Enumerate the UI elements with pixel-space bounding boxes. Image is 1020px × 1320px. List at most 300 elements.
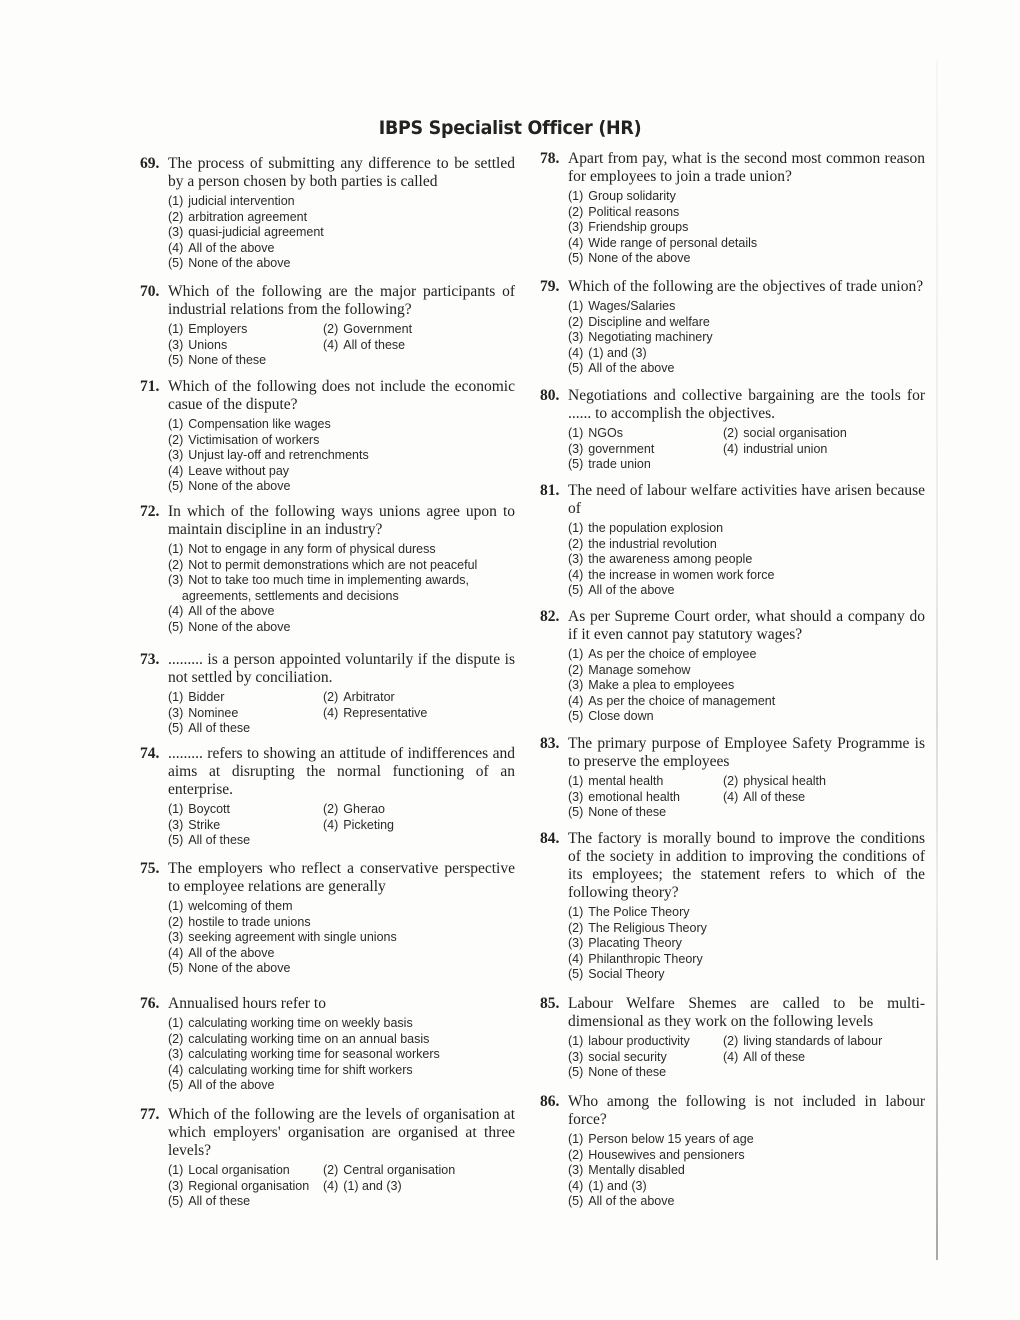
option-item (568, 663, 925, 679)
option-number: (4) (168, 1062, 184, 1077)
option-text: Employers (188, 322, 248, 336)
option-text: All of the above (588, 583, 675, 597)
option-item (323, 706, 515, 722)
option-text: Leave without pay (188, 463, 290, 478)
option-text: Placating Theory (588, 936, 682, 950)
question-text: ......... is a person appointed voluntarily if the dispute is not settled by conciliation. (168, 651, 515, 686)
option-number: (5) (568, 1065, 584, 1079)
option-number: (3) (168, 448, 184, 462)
option-number: (5) (168, 256, 184, 270)
option-text: labour productivity (588, 1034, 690, 1048)
option-number: (4) (723, 441, 739, 456)
option-item (168, 322, 323, 338)
option-item (168, 1063, 515, 1079)
option-item (168, 620, 515, 636)
option-text: The Religious Theory (588, 920, 707, 935)
option-number: (2) (168, 1031, 184, 1046)
option-number: (2) (568, 536, 584, 551)
option-number: (2) (568, 314, 584, 329)
question-header (140, 283, 515, 319)
question-text: In which of the following ways unions agree upon to maintain discipline in an industry? (168, 503, 515, 538)
question-81 (540, 482, 925, 599)
option-text: Housewives and pensioners (588, 1147, 745, 1162)
option-number: (2) (323, 322, 339, 336)
option-item (568, 189, 925, 205)
question-header (140, 1106, 515, 1160)
option-item (568, 709, 925, 725)
option-number: (4) (568, 235, 584, 250)
option-number: (5) (568, 583, 584, 597)
option-text: All of these (188, 1194, 251, 1208)
question-75 (140, 860, 515, 977)
option-number: (5) (168, 619, 184, 634)
question-number: 82. (540, 608, 560, 625)
option-text: None of these (588, 1065, 667, 1079)
option-list (568, 521, 925, 599)
option-number: (4) (568, 951, 584, 966)
option-item (168, 818, 323, 834)
option-text: As per the choice of employee (588, 647, 757, 661)
option-number: (2) (323, 690, 339, 704)
option-number: (1) (568, 1132, 584, 1146)
option-number: (3) (168, 817, 184, 832)
option-number: (2) (323, 802, 339, 816)
option-item (168, 225, 515, 241)
question-number: 74. (140, 745, 160, 762)
option-number: (3) (168, 337, 184, 352)
option-number: (5) (168, 961, 184, 975)
option-item (168, 721, 323, 737)
question-header (540, 482, 925, 518)
option-text: Unjust lay-off and retrenchments (188, 448, 369, 462)
option-list (168, 417, 515, 495)
option-number: (1) (568, 189, 584, 203)
question-text: Which of the following are the major participants of industrial relations from the following? (168, 283, 515, 318)
option-text: Not to permit demonstrations which are not peaceful (188, 557, 478, 572)
option-text: Philanthropic Theory (588, 951, 703, 966)
option-text: judicial intervention (188, 194, 295, 208)
option-text: hostile to trade unions (188, 914, 311, 929)
option-number: (4) (568, 693, 584, 708)
option-item (323, 1179, 515, 1195)
option-list (568, 1132, 925, 1210)
option-text: None of the above (188, 619, 291, 634)
option-item (168, 1032, 515, 1048)
option-item (568, 790, 723, 806)
option-item (568, 1034, 723, 1050)
option-item (568, 330, 925, 346)
question-text: Labour Welfare Shemes are called to be multi-dimensional as they work on the following levels (568, 995, 925, 1030)
option-item (168, 706, 323, 722)
option-text: Not to engage in any form of physical duress (188, 542, 436, 556)
option-text: The Police Theory (588, 905, 690, 919)
option-item (568, 1194, 925, 1210)
option-number: (4) (568, 1178, 584, 1193)
question-text: Negotiations and collective bargaining are the tools for ...... to accomplish the objectives. (568, 387, 925, 422)
page-title: IBPS Specialist Officer (HR) (378, 116, 642, 139)
option-item (168, 604, 515, 620)
option-text: living standards of labour (743, 1034, 883, 1048)
option-number: (4) (568, 345, 584, 360)
option-text: Discipline and welfare (588, 314, 710, 329)
option-list (568, 189, 925, 267)
option-item (568, 346, 925, 362)
question-header (140, 995, 515, 1013)
option-text: Social Theory (588, 967, 665, 981)
question-text: The factory is morally bound to improve the conditions of the society in addition to improving the conditions of its employees; the statement refers to which of the following theory? (568, 830, 925, 901)
option-item (168, 1179, 323, 1195)
option-text: Negotiating machinery (588, 330, 713, 344)
question-70 (140, 283, 515, 369)
question-text: Apart from pay, what is the second most common reason for employees to join a trade union? (568, 150, 925, 185)
option-item (168, 210, 515, 226)
option-number: (3) (568, 441, 584, 456)
question-header (140, 503, 515, 539)
option-item (568, 774, 723, 790)
option-text: Bidder (188, 690, 225, 704)
option-number: (3) (168, 225, 184, 239)
option-number: (4) (323, 1178, 339, 1193)
option-list (168, 802, 515, 849)
option-item (168, 1078, 515, 1094)
option-item (568, 967, 925, 983)
option-number: (2) (168, 557, 184, 572)
option-item (323, 338, 515, 354)
option-text: All of the above (188, 240, 275, 255)
option-text: Nominee (188, 705, 239, 720)
question-83 (540, 735, 925, 821)
option-text: (1) and (3) (588, 345, 647, 360)
option-text: Manage somehow (588, 662, 691, 677)
option-number: (5) (168, 721, 184, 735)
option-number: (1) (168, 1016, 184, 1030)
question-text: ......... refers to showing an attitude of indifferences and aims at disrupting the normal functioning of an enterprise. (168, 745, 515, 798)
option-list (568, 426, 925, 473)
question-number: 77. (140, 1106, 160, 1123)
option-number: (1) (568, 299, 584, 313)
option-text: (1) and (3) (588, 1178, 647, 1193)
question-text: The primary purpose of Employee Safety Programme is to preserve the employees (568, 735, 925, 770)
option-number: (3) (568, 789, 584, 804)
question-number: 69. (140, 155, 160, 172)
option-text: Friendship groups (588, 220, 689, 234)
option-number: (5) (168, 833, 184, 847)
option-number: (2) (168, 209, 184, 224)
option-item (568, 251, 925, 267)
option-item (568, 678, 925, 694)
option-item (568, 521, 925, 537)
option-item (568, 537, 925, 553)
option-text: All of these (743, 1049, 806, 1064)
question-73 (140, 651, 515, 737)
option-text: social organisation (743, 426, 847, 440)
option-item (168, 1194, 323, 1210)
question-78 (540, 150, 925, 267)
option-text: calculating working time on weekly basis (188, 1016, 413, 1030)
option-item (168, 542, 515, 558)
option-text: the increase in women work force (588, 567, 775, 582)
option-number: (2) (723, 1034, 739, 1048)
option-text: Central organisation (343, 1163, 456, 1177)
option-item (568, 805, 723, 821)
option-text: Political reasons (588, 204, 680, 219)
option-text: All of the above (188, 604, 275, 618)
option-number: (1) (168, 802, 184, 816)
option-text: Group solidarity (588, 189, 676, 203)
option-number: (1) (568, 521, 584, 535)
option-item (568, 552, 925, 568)
option-item (568, 1163, 925, 1179)
option-text: the awareness among people (588, 552, 753, 566)
option-text: quasi-judicial agreement (188, 225, 324, 239)
option-number: (1) (168, 194, 184, 208)
question-text: Who among the following is not included in labour force? (568, 1093, 925, 1128)
question-72 (140, 503, 515, 635)
option-text: All of the above (188, 1078, 275, 1092)
question-header (540, 150, 925, 186)
option-text: Person below 15 years of age (588, 1132, 754, 1146)
option-item (168, 802, 323, 818)
option-text: arbitration agreement (188, 209, 308, 224)
option-item (168, 448, 515, 464)
option-text: As per the choice of management (588, 693, 776, 708)
option-number: (3) (568, 678, 584, 692)
question-text: The employers who reflect a conservative perspective to employee relations are generally (168, 860, 515, 895)
option-item (568, 205, 925, 221)
option-item (568, 694, 925, 710)
option-number: (1) (568, 647, 584, 661)
option-text: mental health (588, 774, 664, 788)
question-header (540, 608, 925, 644)
option-number: (1) (168, 1163, 184, 1177)
option-text: Close down (588, 709, 654, 723)
question-74 (140, 745, 515, 849)
question-header (540, 735, 925, 771)
option-list (568, 774, 925, 821)
question-number: 75. (140, 860, 160, 877)
option-item (168, 241, 515, 257)
question-76 (140, 995, 515, 1094)
option-item (168, 899, 515, 915)
option-number: (5) (568, 251, 584, 265)
option-item (168, 1163, 323, 1179)
option-text: None of the above (188, 961, 291, 975)
question-text: Annualised hours refer to (168, 995, 326, 1012)
option-list (568, 647, 925, 725)
option-number: (4) (168, 945, 184, 960)
option-item (723, 774, 925, 790)
option-text: None of the above (188, 479, 291, 493)
question-77 (140, 1106, 515, 1210)
option-item (568, 315, 925, 331)
option-text: Regional organisation (188, 1178, 310, 1193)
option-number: (4) (168, 463, 184, 478)
question-82 (540, 608, 925, 725)
option-item (723, 442, 925, 458)
option-list (168, 194, 515, 272)
option-number: (2) (568, 204, 584, 219)
option-item (168, 194, 515, 210)
question-number: 72. (140, 503, 160, 520)
option-item (168, 961, 515, 977)
option-item (568, 568, 925, 584)
option-item (168, 930, 515, 946)
option-text: the population explosion (588, 521, 724, 535)
option-text: All of the above (588, 1194, 675, 1208)
option-text: Arbitrator (343, 690, 395, 704)
question-header (540, 387, 925, 423)
question-number: 78. (540, 150, 560, 167)
option-item (168, 479, 515, 495)
question-85 (540, 995, 925, 1081)
option-number: (4) (723, 789, 739, 804)
option-number: (4) (168, 604, 184, 618)
option-item (168, 256, 515, 272)
question-header (140, 155, 515, 191)
option-item (568, 1132, 925, 1148)
option-text: calculating working time for seasonal workers (188, 1047, 440, 1061)
option-text: Local organisation (188, 1163, 290, 1177)
option-number: (3) (168, 1047, 184, 1061)
scan-edge-shadow (936, 60, 938, 1260)
option-item (568, 220, 925, 236)
option-text: Representative (343, 705, 428, 720)
option-text: Victimisation of workers (188, 432, 320, 447)
option-text: All of these (188, 721, 251, 735)
option-item (168, 1047, 515, 1063)
question-80 (540, 387, 925, 473)
option-text: All of the above (188, 945, 275, 960)
option-item (168, 433, 515, 449)
question-number: 83. (540, 735, 560, 752)
option-text: Picketing (343, 817, 395, 832)
option-item (568, 905, 925, 921)
option-number: (2) (723, 426, 739, 440)
question-header (140, 651, 515, 687)
question-header (140, 860, 515, 896)
option-item (323, 322, 515, 338)
option-number: (2) (568, 1147, 584, 1162)
question-header (540, 278, 925, 296)
option-item (568, 936, 925, 952)
option-list (568, 1034, 925, 1081)
option-number: (3) (568, 552, 584, 566)
question-number: 85. (540, 995, 560, 1012)
option-number: (4) (323, 337, 339, 352)
option-number: (4) (723, 1049, 739, 1064)
option-text: NGOs (588, 426, 624, 440)
option-number: (2) (168, 432, 184, 447)
option-text: the industrial revolution (588, 536, 717, 551)
option-text: industrial union (743, 441, 828, 456)
option-item (723, 790, 925, 806)
question-header (140, 745, 515, 799)
option-text: All of these (188, 833, 251, 847)
option-number: (3) (168, 1178, 184, 1193)
option-list (168, 322, 515, 369)
option-item (568, 426, 723, 442)
option-item (568, 1050, 723, 1066)
option-text: calculating working time on an annual basis (188, 1031, 430, 1046)
option-text: Not to take too much time in implementing awards, agreements, settlements and decisions (181, 573, 469, 603)
option-number: (1) (168, 899, 184, 913)
option-number: (2) (168, 914, 184, 929)
option-item (568, 1065, 723, 1081)
option-item (568, 361, 925, 377)
option-number: (2) (568, 662, 584, 677)
question-number: 79. (540, 278, 560, 295)
question-69 (140, 155, 515, 272)
question-number: 73. (140, 651, 160, 668)
option-text: Compensation like wages (188, 417, 331, 431)
question-text: Which of the following does not include the economic casue of the dispute? (168, 378, 515, 413)
option-text: physical health (743, 774, 826, 788)
option-item (168, 417, 515, 433)
option-number: (3) (568, 1049, 584, 1064)
question-number: 81. (540, 482, 560, 499)
option-number: (3) (168, 705, 184, 720)
option-item (168, 833, 323, 849)
option-text: calculating working time for shift workers (188, 1062, 413, 1077)
option-number: (3) (168, 573, 184, 587)
question-text: The process of submitting any difference to be settled by a person chosen by both parties is called (168, 155, 515, 190)
question-text: Which of the following are the levels of organisation at which employers' organisation are organised at three levels? (168, 1106, 515, 1159)
option-item (568, 1148, 925, 1164)
option-list (168, 1163, 515, 1210)
question-text: As per Supreme Court order, what should a company do if it even cannot pay statutory wages? (568, 608, 925, 643)
question-number: 86. (540, 1093, 560, 1110)
option-number: (3) (568, 936, 584, 950)
question-text: The need of labour welfare activities have arisen because of (568, 482, 925, 517)
option-list (568, 905, 925, 983)
option-text: emotional health (588, 789, 681, 804)
option-item (168, 558, 515, 574)
question-number: 76. (140, 995, 160, 1012)
question-header (140, 378, 515, 414)
question-84 (540, 830, 925, 983)
option-number: (1) (568, 1034, 584, 1048)
option-text: All of these (743, 789, 806, 804)
option-number: (5) (168, 353, 184, 367)
option-item (323, 690, 515, 706)
option-item (723, 426, 925, 442)
option-number: (5) (568, 457, 584, 471)
option-number: (5) (568, 805, 584, 819)
option-number: (5) (568, 709, 584, 723)
question-79 (540, 278, 925, 377)
option-text: Gherao (343, 802, 385, 816)
option-number: (3) (168, 930, 184, 944)
option-number: (5) (168, 1078, 184, 1092)
option-text: None of these (588, 805, 667, 819)
option-list (168, 690, 515, 737)
option-text: seeking agreement with single unions (188, 930, 397, 944)
option-text: welcoming of them (188, 899, 293, 913)
option-number: (3) (568, 1163, 584, 1177)
question-number: 84. (540, 830, 560, 847)
option-item (323, 1163, 515, 1179)
option-number: (2) (568, 920, 584, 935)
question-86 (540, 1093, 925, 1210)
option-text: government (588, 441, 655, 456)
option-number: (4) (323, 705, 339, 720)
option-number: (1) (568, 774, 584, 788)
option-number: (4) (168, 240, 184, 255)
option-number: (4) (323, 817, 339, 832)
option-item (723, 1034, 925, 1050)
option-text: All of these (343, 337, 406, 352)
option-number: (3) (568, 330, 584, 344)
